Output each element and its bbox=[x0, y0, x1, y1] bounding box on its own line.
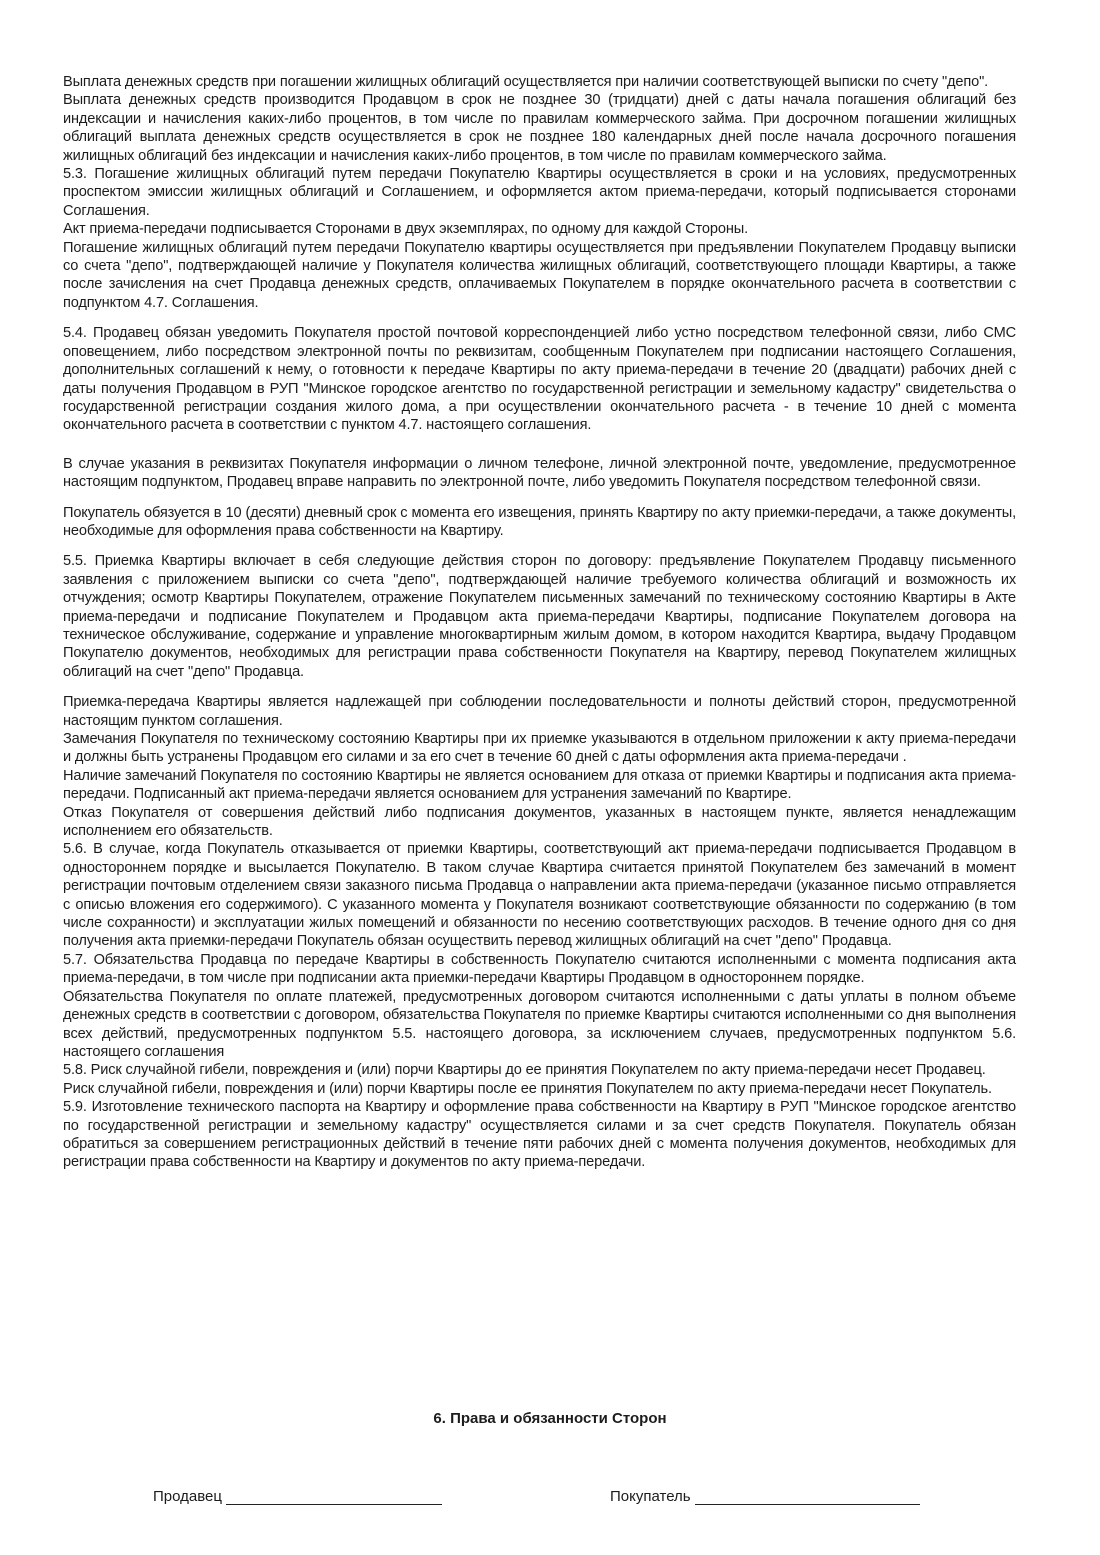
paragraph-payment-terms: Выплата денежных средств производится Продавцом в срок не позднее 30 (тридцати) дней с даты начала погашения облигаций без индексации и начисления каких-либо процентов, в том числе по правилам коммерческого займа. При досрочном погашении жилищных облигаций выплата денежных средств осуществляется в срок не позднее 180 календарных дней после начала досрочного погашения жилищных облигаций без индексации и начисления каких-либо процентов, в том числе по правилам коммерческого займа. bbox=[63, 92, 1016, 164]
spacer bbox=[63, 492, 1016, 504]
spacer bbox=[63, 681, 1016, 693]
clause-5-9: 5.9. Изготовление технического паспорта на Квартиру и оформление права собственности на Квартиру в РУП "Минское городское агентство по государственной регистрации и земельному кадастру" осуществляется силами и за счет средств Покупателя. Покупатель обязан обратиться за совершением регистрационных действий в течение пяти рабочих дней с момента получения документов, необходимых для регистрации права собственности на Квартиру и документов по акту приема-передачи. bbox=[63, 1099, 1016, 1171]
paragraph-proper-transfer: Приемка-передача Квартиры является надлежащей при соблюдении последовательности и полноты действий сторон, предусмотренной настоящим пунктом соглашения. bbox=[63, 694, 1016, 729]
paragraph-depo-extract: Выплата денежных средств при погашении жилищных облигаций осуществляется при наличии соответствующей выписки по счету "депо". bbox=[63, 74, 989, 90]
paragraph-act-copies: Акт приема-передачи подписывается Сторонами в двух экземплярах, по одному для каждой Стороны. bbox=[63, 221, 748, 238]
paragraph-buyer-obligations: Обязательства Покупателя по оплате платежей, предусмотренных договором считаются исполненными с даты уплаты в полном объеме денежных средств в соответствии с договором, обязательства Покупателя по приемке Квартиры считаются исполненными со дня выполнения всех действий, предусмотренных подпунктом 5.5. настоящего договора, за исключением случаев, предусмотренных подпунктом 5.6. настоящего соглашения bbox=[63, 988, 1016, 1060]
section-heading: 6. Права и обязанности Сторон bbox=[433, 1410, 667, 1427]
clause-5-4: 5.4. Продавец обязан уведомить Покупателя простой почтовой корреспонденцией либо устно посредством телефонной связи, либо СМС оповещением, либо посредством электронной почты по реквизитам, сообщенным Покупателем при подписании настоящего Соглашения, дополнительных соглашений к нему, о готовности к передаче Квартиры по акту приема-передачи в течение 20 (двадцати) рабочих дней с даты получения Продавцом в РУП "Минское городское агентство по государственной регистрации и земельному кадастру" свидетельства о государственной регистрации создания жилого дома, а при осуществлении окончательного расчета - в течение 10 дней с момента окончательного расчета в соответствии с пунктом 4.7. настоящего соглашения. bbox=[63, 325, 1016, 434]
buyer-signature-line bbox=[695, 1490, 920, 1505]
paragraph-refusal: Отказ Покупателя от совершения действий либо подписания документов, указанных в настоящем пункте, является ненадлежащим исполнением его обязательств. bbox=[63, 804, 1016, 840]
paragraph-remarks: Замечания Покупателя по техническому состоянию Квартиры при их приемке указываются в отдельном приложении к акту приема-передачи и должны быть устранены Продавцом его силами и за его счет в течение 60 дней с даты оформления акта приема-передачи . bbox=[63, 731, 1016, 766]
spacer bbox=[63, 312, 1016, 324]
clause-5-5: 5.5. Приемка Квартиры включает в себя следующие действия сторон по договору: предъявление Покупателем Продавцу письменного заявления с приложением выписки со счета "депо", подтверждающей наличие требуемого количества облигаций и возможность их отчуждения; осмотр Квартиры Покупателем, отражение Покупателем письменных замечаний по техническому состоянию Квартиры в Акте приема-передачи и подписание Покупателем и Продавцом акта приема-передачи Квартиры, подписание Покупателем договора на техническое обслуживание, содержание и управление многоквартирным жилым домом, в котором находится Квартира, выдачу Продавцом Покупателю документов, необходимых для регистрации права собственности Покупателя на Квартиру, перевод Покупателем жилищных облигаций на счет "депо" Продавца. bbox=[63, 553, 1016, 680]
spacer bbox=[63, 540, 1016, 552]
paragraph-remarks-not-grounds: Наличие замечаний Покупателя по состоянию Квартиры не является основанием для отказа от приемки Квартиры и подписания акта приема-передачи. Подписанный акт приема-передачи является основанием для устранения замечаний по Квартире. bbox=[63, 767, 1016, 803]
seller-label: Продавец bbox=[153, 1488, 222, 1505]
paragraph-redemption-conditions: Погашение жилищных облигаций путем передачи Покупателю квартиры осуществляется при предъявлении Покупателем Продавцу выписки со счета "депо", подтверждающей наличие у Покупателя количества жилищных облигаций, соответствующего площади Квартиры, а также после зачисления на счет Продавца денежных средств, оплачиваемых Покупателем в порядке окончательного расчета в соответствии с подпунктом 4.7. Соглашения. bbox=[63, 239, 1016, 311]
clause-5-3: 5.3. Погашение жилищных облигаций путем передачи Покупателю Квартиры осуществляется в сроки и на условиях, предусмотренных проспектом эмиссии жилищных облигаций и Соглашением, и оформляется актом приема-передачи, который подписывается сторонами Соглашения. bbox=[63, 166, 1016, 219]
seller-signature bbox=[153, 1488, 442, 1505]
buyer-signature bbox=[610, 1488, 920, 1505]
paragraph-notification: В случае указания в реквизитах Покупателя информации о личном телефоне, личной электронной почте, уведомление, предусмотренное настоящим подпунктом, Продавец вправе направить по электронной почте, либо уведомить Покупателя посредством телефонной связи. bbox=[63, 455, 1016, 491]
paragraph-risk-buyer: Риск случайной гибели, повреждения и (или) порчи Квартиры после ее принятия Покупателем по акту приема-передачи несет Покупатель. bbox=[63, 1080, 992, 1097]
buyer-label: Покупатель bbox=[610, 1488, 691, 1505]
clause-5-6: 5.6. В случае, когда Покупатель отказывается от приемки Квартиры, соответствующий акт приема-передачи подписывается Продавцом в одностороннем порядке и высылается Покупателю. В таком случае Квартира считается принятой Покупателем без замечаний в момент регистрации почтовым отделением связи заказного письма Продавца о направлении акта приема-передачи (указанное письмо отправляется с описью вложения его содержимого). С указанного момента у Покупателя возникают соответствующие обязанности по содержанию (в том числе сохранности) и эксплуатации жилых помещений и обязанности по несению соответствующих расходов. В течение одного дня со дня получения акта приемки-передачи Покупатель обязан осуществить перевод жилищных облигаций на счет "депо" Продавца. bbox=[63, 841, 1016, 950]
paragraph-buyer-acceptance: Покупатель обязуется в 10 (десяти) дневный срок с момента его извещения, принять Квартиру по акту приемки-передачи, а также документы, необходимые для оформления права собственности на Квартиру. bbox=[63, 504, 1016, 539]
clause-5-8: 5.8. Риск случайной гибели, повреждения и (или) порчи Квартиры до ее принятия Покупателем по акту приема-передачи несет Продавец. bbox=[63, 1062, 986, 1079]
document-body bbox=[63, 73, 1016, 1172]
seller-signature-line bbox=[226, 1490, 442, 1505]
clause-5-7: 5.7. Обязательства Продавца по передаче Квартиры в собственность Покупателю считаются исполненными с момента подписания акта приема-передачи, в том числе при подписании акта приемки-передачи Квартиры Продавцом в одностороннем порядке. bbox=[63, 951, 1016, 987]
spacer bbox=[63, 435, 1016, 455]
